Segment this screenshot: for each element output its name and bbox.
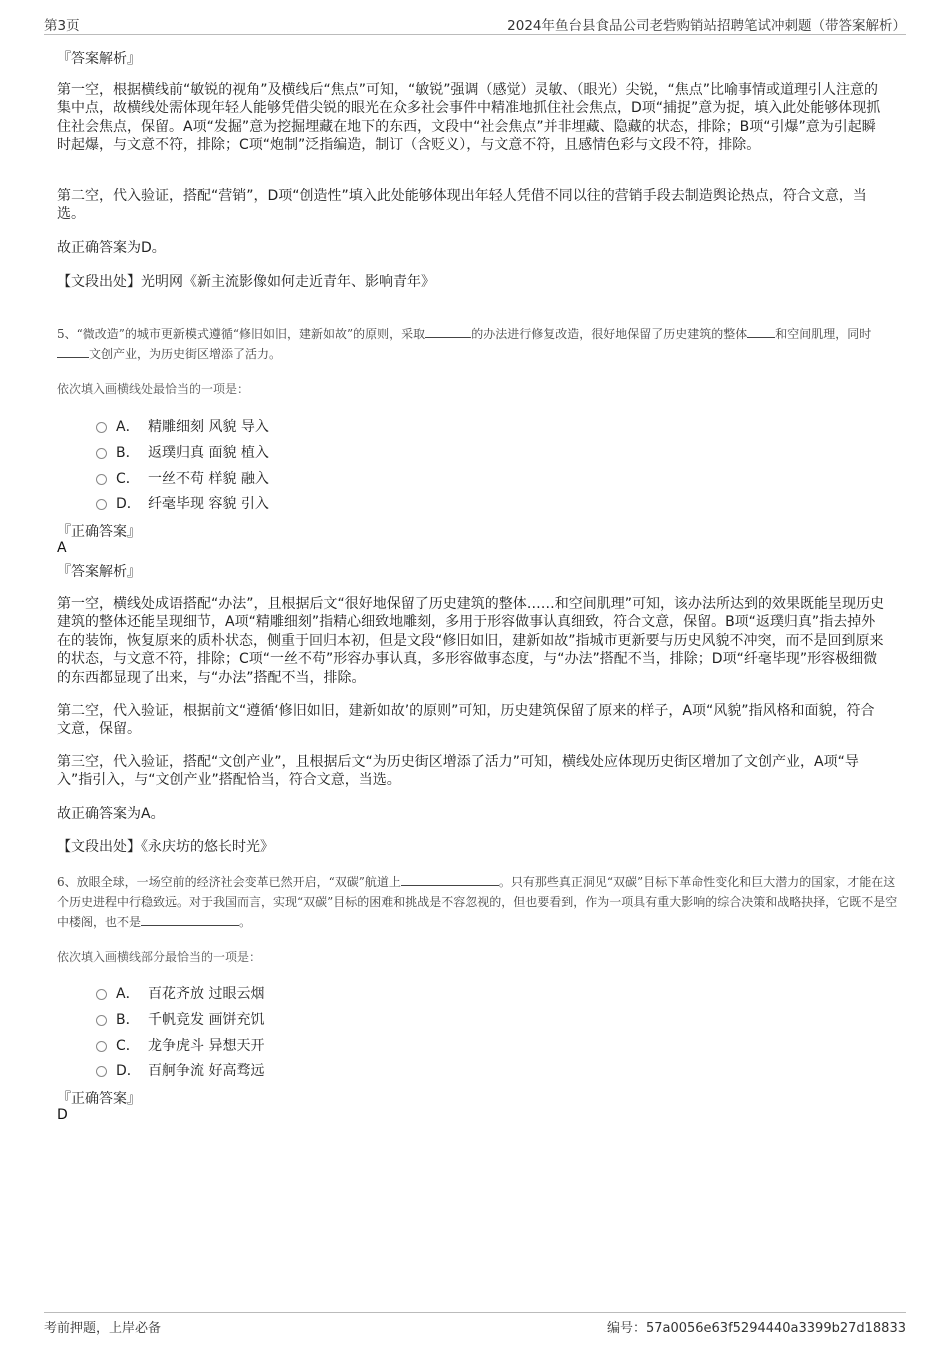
analysis-label: 『答案解析』: [57, 564, 141, 580]
document-title: 2024年鱼台县食品公司老砦购销站招聘笔试冲刺题（带答案解析）: [507, 18, 906, 34]
answer-blank: [425, 324, 471, 338]
option-b[interactable]: B． 千帆竞发 画饼充饥: [96, 1009, 264, 1029]
analysis-paragraph: 第二空，代入验证，根据前文“遵循‘修旧如旧，建新如故’的原则”可知，历史建筑保留了原来的样子，A项“风貌”指风格和面貌，符合文意，保留。: [57, 703, 875, 738]
answer-blank: [747, 324, 775, 338]
option-a[interactable]: A． 百花齐放 过眼云烟: [96, 983, 264, 1003]
radio-icon[interactable]: [96, 1015, 107, 1026]
conclusion-text: 故正确答案为D。: [57, 240, 166, 256]
option-d[interactable]: D． 百舸争流 好高骛远: [96, 1060, 264, 1080]
correct-answer-label: 『正确答案』: [57, 1091, 141, 1107]
source-text: 【文段出处】光明网《新主流影像如何走近青年、影响青年》: [57, 274, 435, 290]
analysis-paragraph: 第一空，根据横线前“敏锐的视角”及横线后“焦点”可知，“敏锐”强调（感觉）灵敏、（眼光）尖锐，“焦点”比喻事情或道理引人注意的集中点，故横线处需体现年轻人能够凭借尖锐的眼光在众多社会事件中精准地抓住社会焦点，D项“捕捉”意为捉，填入此处能够体现抓住社会焦点，保留。A项“发掘”意为挖掘埋藏在地下的东西，文段中“社会焦点”并非埋藏、隐藏的状态，排除；B项“引爆”意为引起瞬时起爆，与文意不符，排除；C项“炮制”泛指编造，制订（含贬义），与文意不符，且感情色彩与文段不符，排除。: [57, 82, 881, 154]
option-c[interactable]: C． 一丝不苟 样貌 融入: [96, 468, 269, 488]
conclusion-text: 故正确答案为A。: [57, 806, 165, 822]
question-prompt: 依次填入画横线处最恰当的一项是：: [57, 382, 250, 396]
radio-icon[interactable]: [96, 1066, 107, 1077]
page-number: 第3页: [44, 18, 80, 34]
question-5-stem: 5、“微改造”的城市更新模式遵循“修旧如旧，建新如故”的原则，采取 的办法进行修复改造，很好地保留了历史建筑的整体 和空间肌理，同时文创产业，为历史街区增添了活力。: [57, 324, 899, 364]
analysis-label: 『答案解析』: [57, 51, 141, 67]
analysis-paragraph: 第一空，横线处成语搭配“办法”，且根据后文“很好地保留了历史建筑的整体……和空间肌理”可知，该办法所达到的效果既能呈现历史建筑的整体还能呈现细节，A项“精雕细刻”指精心细致地雕刻，多用于形容做事认真细致，符合文意，保留。B项“返璞归真”指去掉外在的装饰，恢复原来的质朴状态，侧重于回归本初，但是文段“修旧如旧，建新如故”指城市更新要与历史风貌不冲突，而不是回到原来的状态，与文意不符，排除；C项“一丝不苟”形容办事认真，多形容做事态度，与“办法”搭配不当，排除；D项“纤毫毕现”形容极细微的东西都显现了出来，与“办法”搭配不当，排除。: [57, 596, 885, 686]
analysis-paragraph: 第二空，代入验证，搭配“营销”，D项“创造性”填入此处能够体现出年轻人凭借不同以往的营销手段去制造舆论热点，符合文意，当选。: [57, 188, 867, 223]
radio-icon[interactable]: [96, 989, 107, 1000]
option-d[interactable]: D． 纤毫毕现 容貌 引入: [96, 493, 269, 513]
radio-icon[interactable]: [96, 422, 107, 433]
document-id: 编号：57a0056e63f5294440a3399b27d18833: [606, 1321, 906, 1336]
answer-blank: [57, 344, 89, 358]
radio-icon[interactable]: [96, 448, 107, 459]
source-text: 【文段出处】《永庆坊的悠长时光》: [57, 839, 274, 855]
radio-icon[interactable]: [96, 474, 107, 485]
option-b[interactable]: B． 返璞归真 面貌 植入: [96, 442, 269, 462]
answer-blank: [141, 912, 239, 926]
analysis-paragraph: 第三空，代入验证，搭配“文创产业”，且根据后文“为历史街区增添了活力”可知，横线处应体现历史街区增加了文创产业，A项“导入”指引入，与“文创产业”搭配恰当，符合文意，当选。: [57, 754, 859, 789]
page-header: [44, 14, 906, 35]
correct-answer: D: [57, 1107, 68, 1123]
option-a[interactable]: A． 精雕细刻 风貌 导入: [96, 416, 269, 436]
correct-answer-label: 『正确答案』: [57, 524, 141, 540]
page-footer: [44, 1312, 906, 1336]
option-c[interactable]: C． 龙争虎斗 异想天开: [96, 1035, 264, 1055]
answer-blank: [401, 872, 499, 886]
correct-answer: A: [57, 540, 67, 556]
radio-icon[interactable]: [96, 499, 107, 510]
question-6-stem: 6、放眼全球，一场空前的经济社会变革已然开启，“双碳”航道上 。只有那些真正洞见“双碳”目标下革命性变化和巨大潜力的国家，才能在这个历史进程中行稳致远。对于我国而言，实现“双碳”目标的困难和挑战是不容忽视的，但也要看到，作为一项具有重大影响的综合决策和战略抉择，它既不是空中楼阁，也不是 。: [57, 872, 899, 932]
footer-slogan: 考前押题，上岸必备: [44, 1321, 162, 1336]
question-prompt: 依次填入画横线部分最恰当的一项是：: [57, 950, 262, 964]
radio-icon[interactable]: [96, 1041, 107, 1052]
